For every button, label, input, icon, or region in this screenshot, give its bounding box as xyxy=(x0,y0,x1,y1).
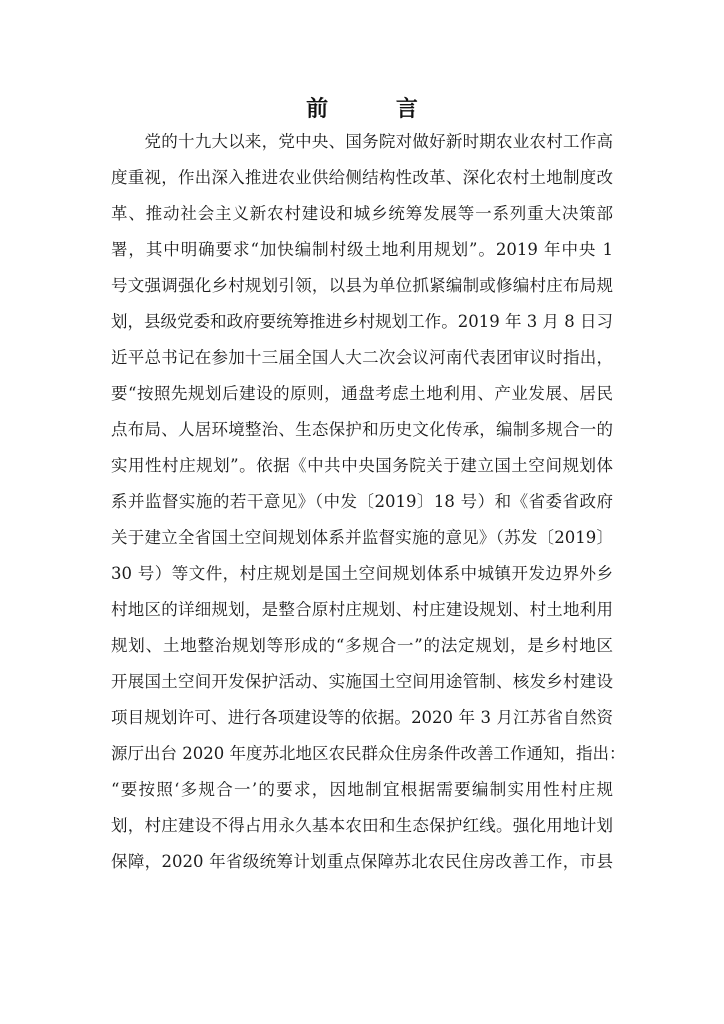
text-line: 村地区的详细规划，是整合原村庄规划、村庄建设规划、村土地利用 xyxy=(111,600,613,619)
text-line: 规划、土地整治规划等形成的“多规合一”的法定规划，是乡村地区 xyxy=(111,636,613,655)
text-line: 度重视，作出深入推进农业供给侧结构性改革、深化农村土地制度改 xyxy=(111,168,613,187)
text-line: 30 号）等文件，村庄规划是国土空间规划体系中城镇开发边界外乡 xyxy=(111,564,613,583)
text-line: 号文强调强化乡村规划引领，以县为单位抓紧编制或修编村庄布局规 xyxy=(111,276,613,295)
text-line: 项目规划许可、进行各项建设等的依据。2020 年 3 月江苏省自然资 xyxy=(111,708,613,727)
text-line: 近平总书记在参加十三届全国人大二次会议河南代表团审议时指出， xyxy=(111,348,613,367)
page-title: 前 言 xyxy=(306,97,448,122)
text-line: 划，村庄建设不得占用永久基本农田和生态保护红线。强化用地计划 xyxy=(111,816,613,835)
text-line: 要“按照先规划后建设的原则，通盘考虑土地利用、产业发展、居民 xyxy=(111,384,613,403)
text-line: 署，其中明确要求“加快编制村级土地利用规划”。2019 年中央 1 xyxy=(111,240,613,259)
preface-paragraph xyxy=(111,124,626,880)
text-line: 关于建立全省国土空间规划体系并监督实施的意见》（苏发〔2019〕 xyxy=(111,528,613,547)
text-line: 党的十九大以来，党中央、国务院对做好新时期农业农村工作高 xyxy=(111,132,613,151)
text-line: 开展国土空间开发保护活动、实施国土空间用途管制、核发乡村建设 xyxy=(111,672,613,691)
text-line: 点布局、人居环境整治、生态保护和历史文化传承，编制多规合一的 xyxy=(111,420,613,439)
text-line: 实用性村庄规划”。依据《中共中央国务院关于建立国土空间规划体 xyxy=(111,456,613,475)
text-line: 保障，2020 年省级统筹计划重点保障苏北农民住房改善工作，市县 xyxy=(111,852,613,871)
text-line: 革、推动社会主义新农村建设和城乡统筹发展等一系列重大决策部 xyxy=(111,204,613,223)
text-line: “要按照‘多规合一’的要求，因地制宜根据需要编制实用性村庄规 xyxy=(111,780,613,799)
text-line: 源厅出台 2020 年度苏北地区农民群众住房条件改善工作通知，指出： xyxy=(111,744,626,763)
text-line: 系并监督实施的若干意见》（中发〔2019〕18 号）和《省委省政府 xyxy=(111,492,613,511)
text-line: 划，县级党委和政府要统筹推进乡村规划工作。2019 年 3 月 8 日习 xyxy=(111,312,613,331)
